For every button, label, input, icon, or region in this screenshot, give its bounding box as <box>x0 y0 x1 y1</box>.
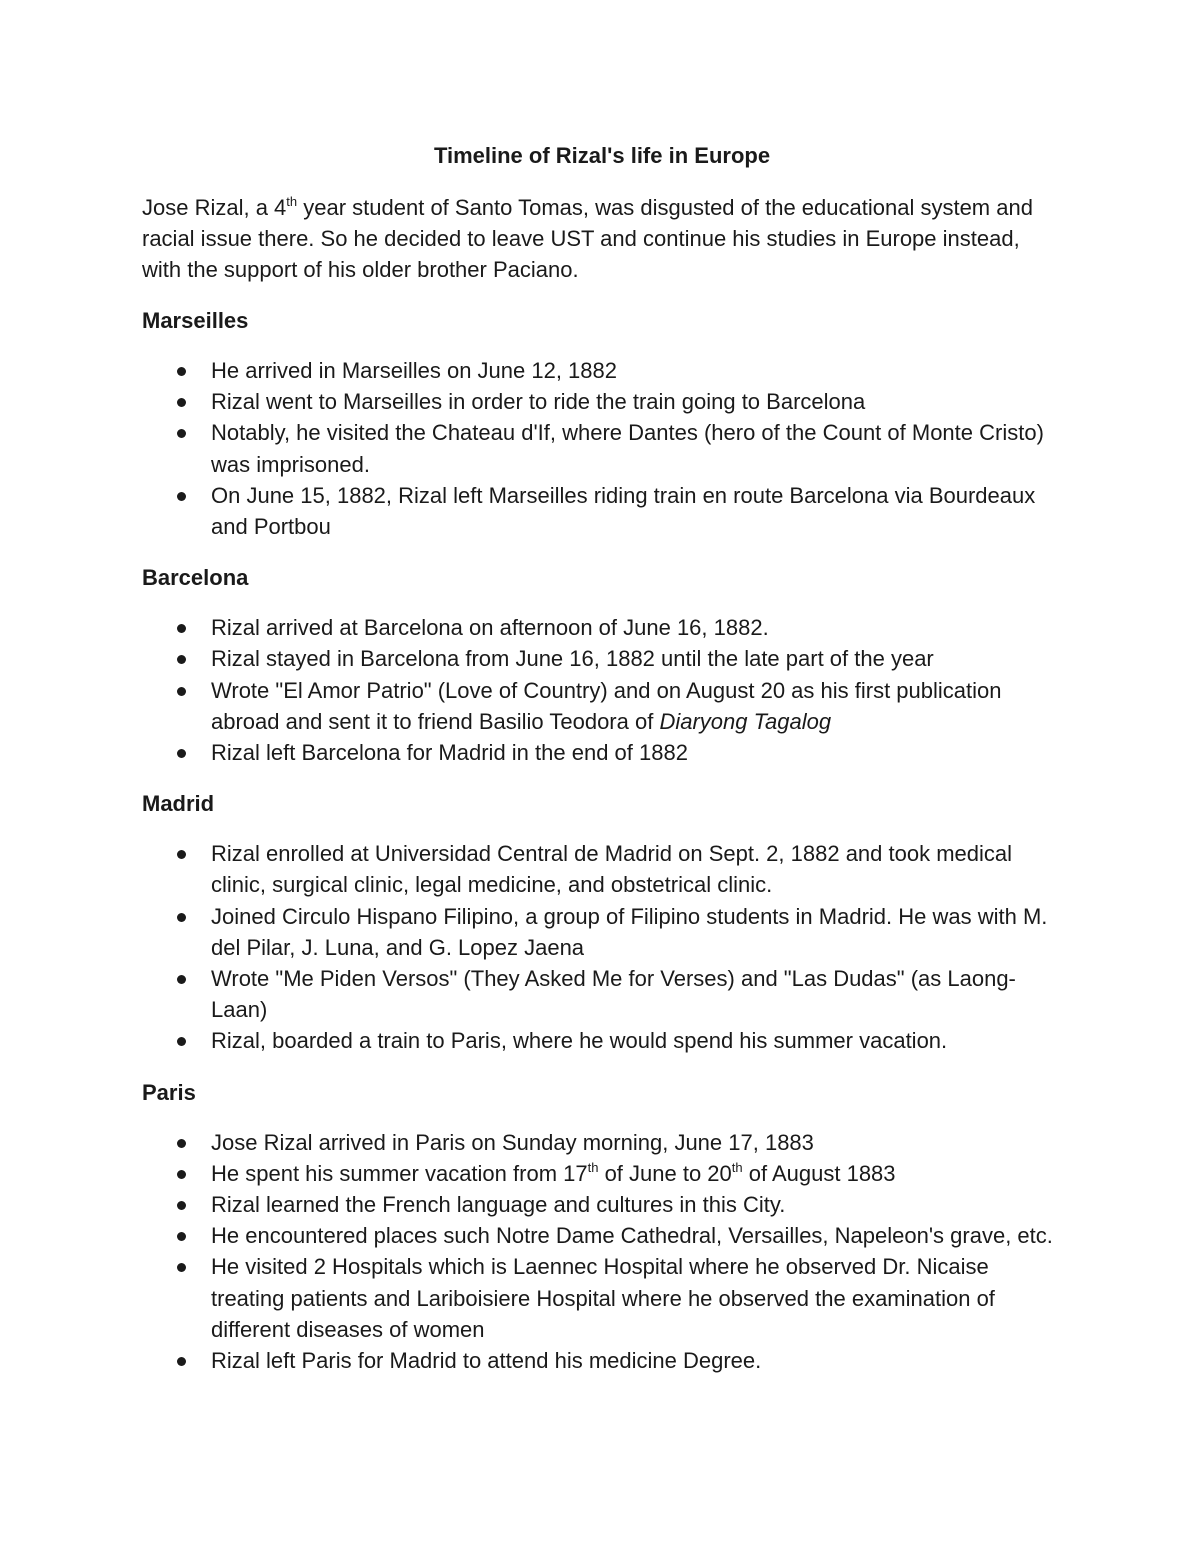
list-item <box>142 612 1062 643</box>
list-item-text: Wrote "Me Piden Versos" (They Asked Me for Verses) and "Las Dudas" (as Laong-Laan) <box>211 966 1016 1023</box>
superscript: th <box>731 1159 743 1175</box>
section-heading-paris: Paris <box>142 1079 196 1105</box>
intro-paragraph <box>142 192 1062 285</box>
list-item <box>142 1220 1062 1251</box>
publication-name: Diaryong Tagalog <box>659 708 832 734</box>
document-page <box>142 140 1062 1396</box>
bullet-icon <box>177 687 186 696</box>
list-item-text: He spent his summer vacation from 17 <box>211 1160 588 1186</box>
list-item-text: He arrived in Marseilles on June 12, 1882 <box>211 358 618 383</box>
list-item <box>142 643 1062 674</box>
list-item <box>142 1189 1062 1220</box>
list-item-text: Wrote "El Amor Patrio" (Love of Country) and on August 20 as his first publication abroad and sent it to friend Basilio Teodora of <box>211 677 1002 734</box>
intro-text-2: year student of Santo Tomas, was disgusted of the educational system and racial issue there. So he decided to leave UST and continue his studies in Europe instead, with the support of his older brother Paciano. <box>142 195 1033 282</box>
list-item-text: Rizal learned the French language and cultures in this City. <box>211 1192 786 1218</box>
bullet-icon <box>177 492 186 501</box>
list-item <box>142 1251 1062 1345</box>
bullet-icon <box>177 1139 186 1148</box>
section-list-barcelona <box>142 612 1062 768</box>
bullet-icon <box>177 1201 186 1210</box>
bullet-icon <box>177 367 186 376</box>
list-item <box>142 355 1062 386</box>
list-item-text: Rizal left Barcelona for Madrid in the end of 1882 <box>211 740 688 766</box>
section-heading-marseilles: Marseilles <box>142 308 249 333</box>
bullet-icon <box>177 429 186 438</box>
document-title: Timeline of Rizal's life in Europe <box>433 143 771 168</box>
section-list-paris <box>142 1127 1062 1377</box>
list-item-text: of June to 20 <box>598 1160 732 1186</box>
bullet-icon <box>177 655 186 664</box>
intro-text-1: Jose Rizal, a 4 <box>142 195 287 220</box>
bullet-icon <box>177 913 186 922</box>
list-item <box>142 386 1062 417</box>
list-item-text: Rizal stayed in Barcelona from June 16, 1882 until the late part of the year <box>211 646 934 672</box>
list-item <box>142 675 1062 737</box>
bullet-icon <box>177 1357 186 1366</box>
list-item-text: Jose Rizal arrived in Paris on Sunday morning, June 17, 1883 <box>211 1129 814 1155</box>
list-item-text: Rizal went to Marseilles in order to ride the train going to Barcelona <box>211 389 866 415</box>
list-item-text: Rizal left Paris for Madrid to attend his medicine Degree. <box>211 1348 762 1374</box>
intro-superscript: th <box>286 194 298 209</box>
list-item-text: On June 15, 1882, Rizal left Marseilles riding train en route Barcelona via Bourdeaux and Portbou <box>211 482 1036 540</box>
section-heading-barcelona: Barcelona <box>142 565 249 591</box>
list-item-text: of August 1883 <box>742 1160 896 1186</box>
bullet-icon <box>177 398 186 407</box>
bullet-icon <box>177 1263 186 1272</box>
list-item-text: Rizal arrived at Barcelona on afternoon of June 16, 1882. <box>211 615 769 641</box>
section-list-madrid <box>142 838 1062 1056</box>
list-item <box>142 737 1062 768</box>
section-heading-madrid: Madrid <box>142 791 215 817</box>
bullet-icon <box>177 1037 186 1046</box>
bullet-icon <box>177 624 186 633</box>
list-item-text: He visited 2 Hospitals which is Laennec Hospital where he observed Dr. Nicaise treating patients and Lariboisiere Hospital where he observed the examination of different diseases of women <box>211 1254 995 1342</box>
list-item-text: He encountered places such Notre Dame Cathedral, Versailles, Napeleon's grave, etc. <box>211 1223 1053 1249</box>
bullet-icon <box>177 850 186 859</box>
list-item <box>142 480 1062 542</box>
list-item <box>142 1025 1062 1056</box>
superscript: th <box>587 1159 599 1175</box>
bullet-icon <box>177 749 186 758</box>
section-list-marseilles <box>142 355 1062 542</box>
list-item-text: Rizal, boarded a train to Paris, where he would spend his summer vacation. <box>211 1028 948 1054</box>
list-item-text: Rizal enrolled at Universidad Central de Madrid on Sept. 2, 1882 and took medical clinic, surgical clinic, legal medicine, and obstetrical clinic. <box>211 841 1013 898</box>
list-item <box>142 417 1062 479</box>
list-item <box>142 1158 1062 1189</box>
list-item <box>142 901 1062 963</box>
list-item <box>142 838 1062 900</box>
list-item <box>142 963 1062 1025</box>
bullet-icon <box>177 1170 186 1179</box>
bullet-icon <box>177 975 186 984</box>
list-item-text: Joined Circulo Hispano Filipino, a group of Filipino students in Madrid. He was with M. del Pilar, J. Luna, and G. Lopez Jaena <box>211 903 1048 960</box>
bullet-icon <box>177 1232 186 1241</box>
list-item <box>142 1127 1062 1158</box>
list-item-text: Notably, he visited the Chateau d'If, where Dantes (hero of the Count of Monte Cristo) was imprisoned. <box>211 420 1044 477</box>
list-item <box>142 1345 1062 1376</box>
